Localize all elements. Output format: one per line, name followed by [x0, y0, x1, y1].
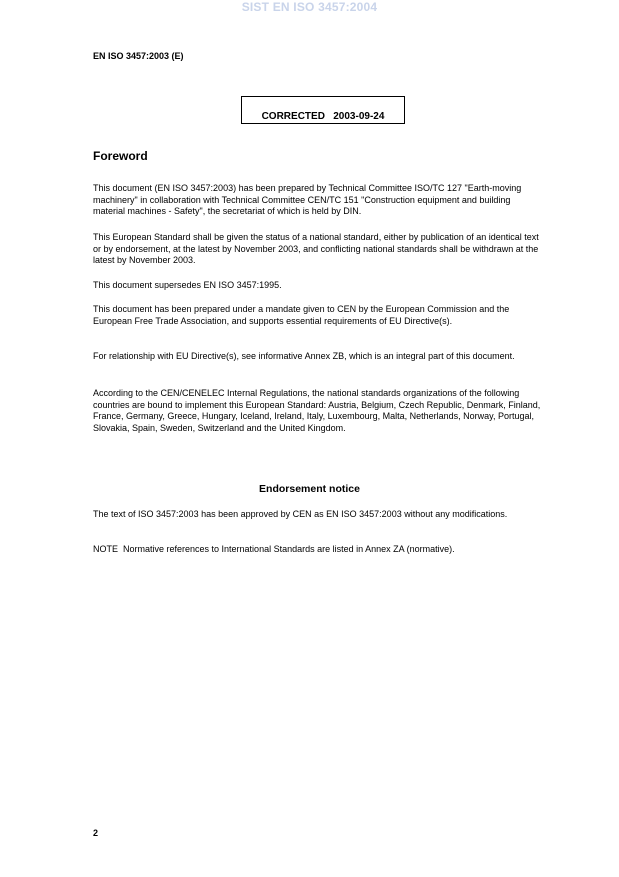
foreword-paragraph-5: For relationship with EU Directive(s), see informative Annex ZB, which is an integral part of this document.: [93, 351, 515, 361]
foreword-paragraph-6: According to the CEN/CENELEC Internal Regulations, the national standards organizations of the following countries are bound to implement this European Standard: Austria, Belgium, Czech Republic, Denmark, Finland, France, Germany, Greece, Hungary, Iceland, Ireland, Italy, Luxembourg, Malta, Netherlands, Norway, Portugal, Slovakia, Spain, Sweden, Switzerland and the United Kingdom.: [93, 388, 541, 434]
watermark: SIST EN ISO 3457:2004: [241, 0, 378, 14]
foreword-paragraph-3: This document supersedes EN ISO 3457:1995.: [93, 280, 282, 290]
endorsement-heading: Endorsement notice: [259, 483, 360, 495]
foreword-paragraph-2: This European Standard shall be given the status of a national standard, either by publication of an identical text or by endorsement, at the latest by November 2003, and conflicting national standards shall be withdrawn at the latest by November 2003.: [93, 232, 539, 266]
document-identifier: EN ISO 3457:2003 (E): [93, 51, 184, 61]
foreword-paragraph-1: This document (EN ISO 3457:2003) has been prepared by Technical Committee ISO/TC 127 "Earth-moving machinery" in collaboration with Technical Committee CEN/TC 151 "Construction equipment and building material machines - Safety", the secretariat of which is held by DIN.: [93, 183, 522, 217]
page-number: 2: [93, 828, 99, 838]
endorsement-note: NOTE Normative references to International Standards are listed in Annex ZA (normative).: [93, 544, 455, 554]
corrected-stamp: CORRECTED 2003-09-24: [241, 96, 405, 124]
foreword-paragraph-4: This document has been prepared under a mandate given to CEN by the European Commission and the European Free Trade Association, and supports essential requirements of EU Directive(s).: [93, 304, 510, 326]
endorsement-paragraph-1: The text of ISO 3457:2003 has been approved by CEN as EN ISO 3457:2003 without any modifications.: [93, 509, 508, 519]
foreword-heading: Foreword: [93, 149, 148, 163]
